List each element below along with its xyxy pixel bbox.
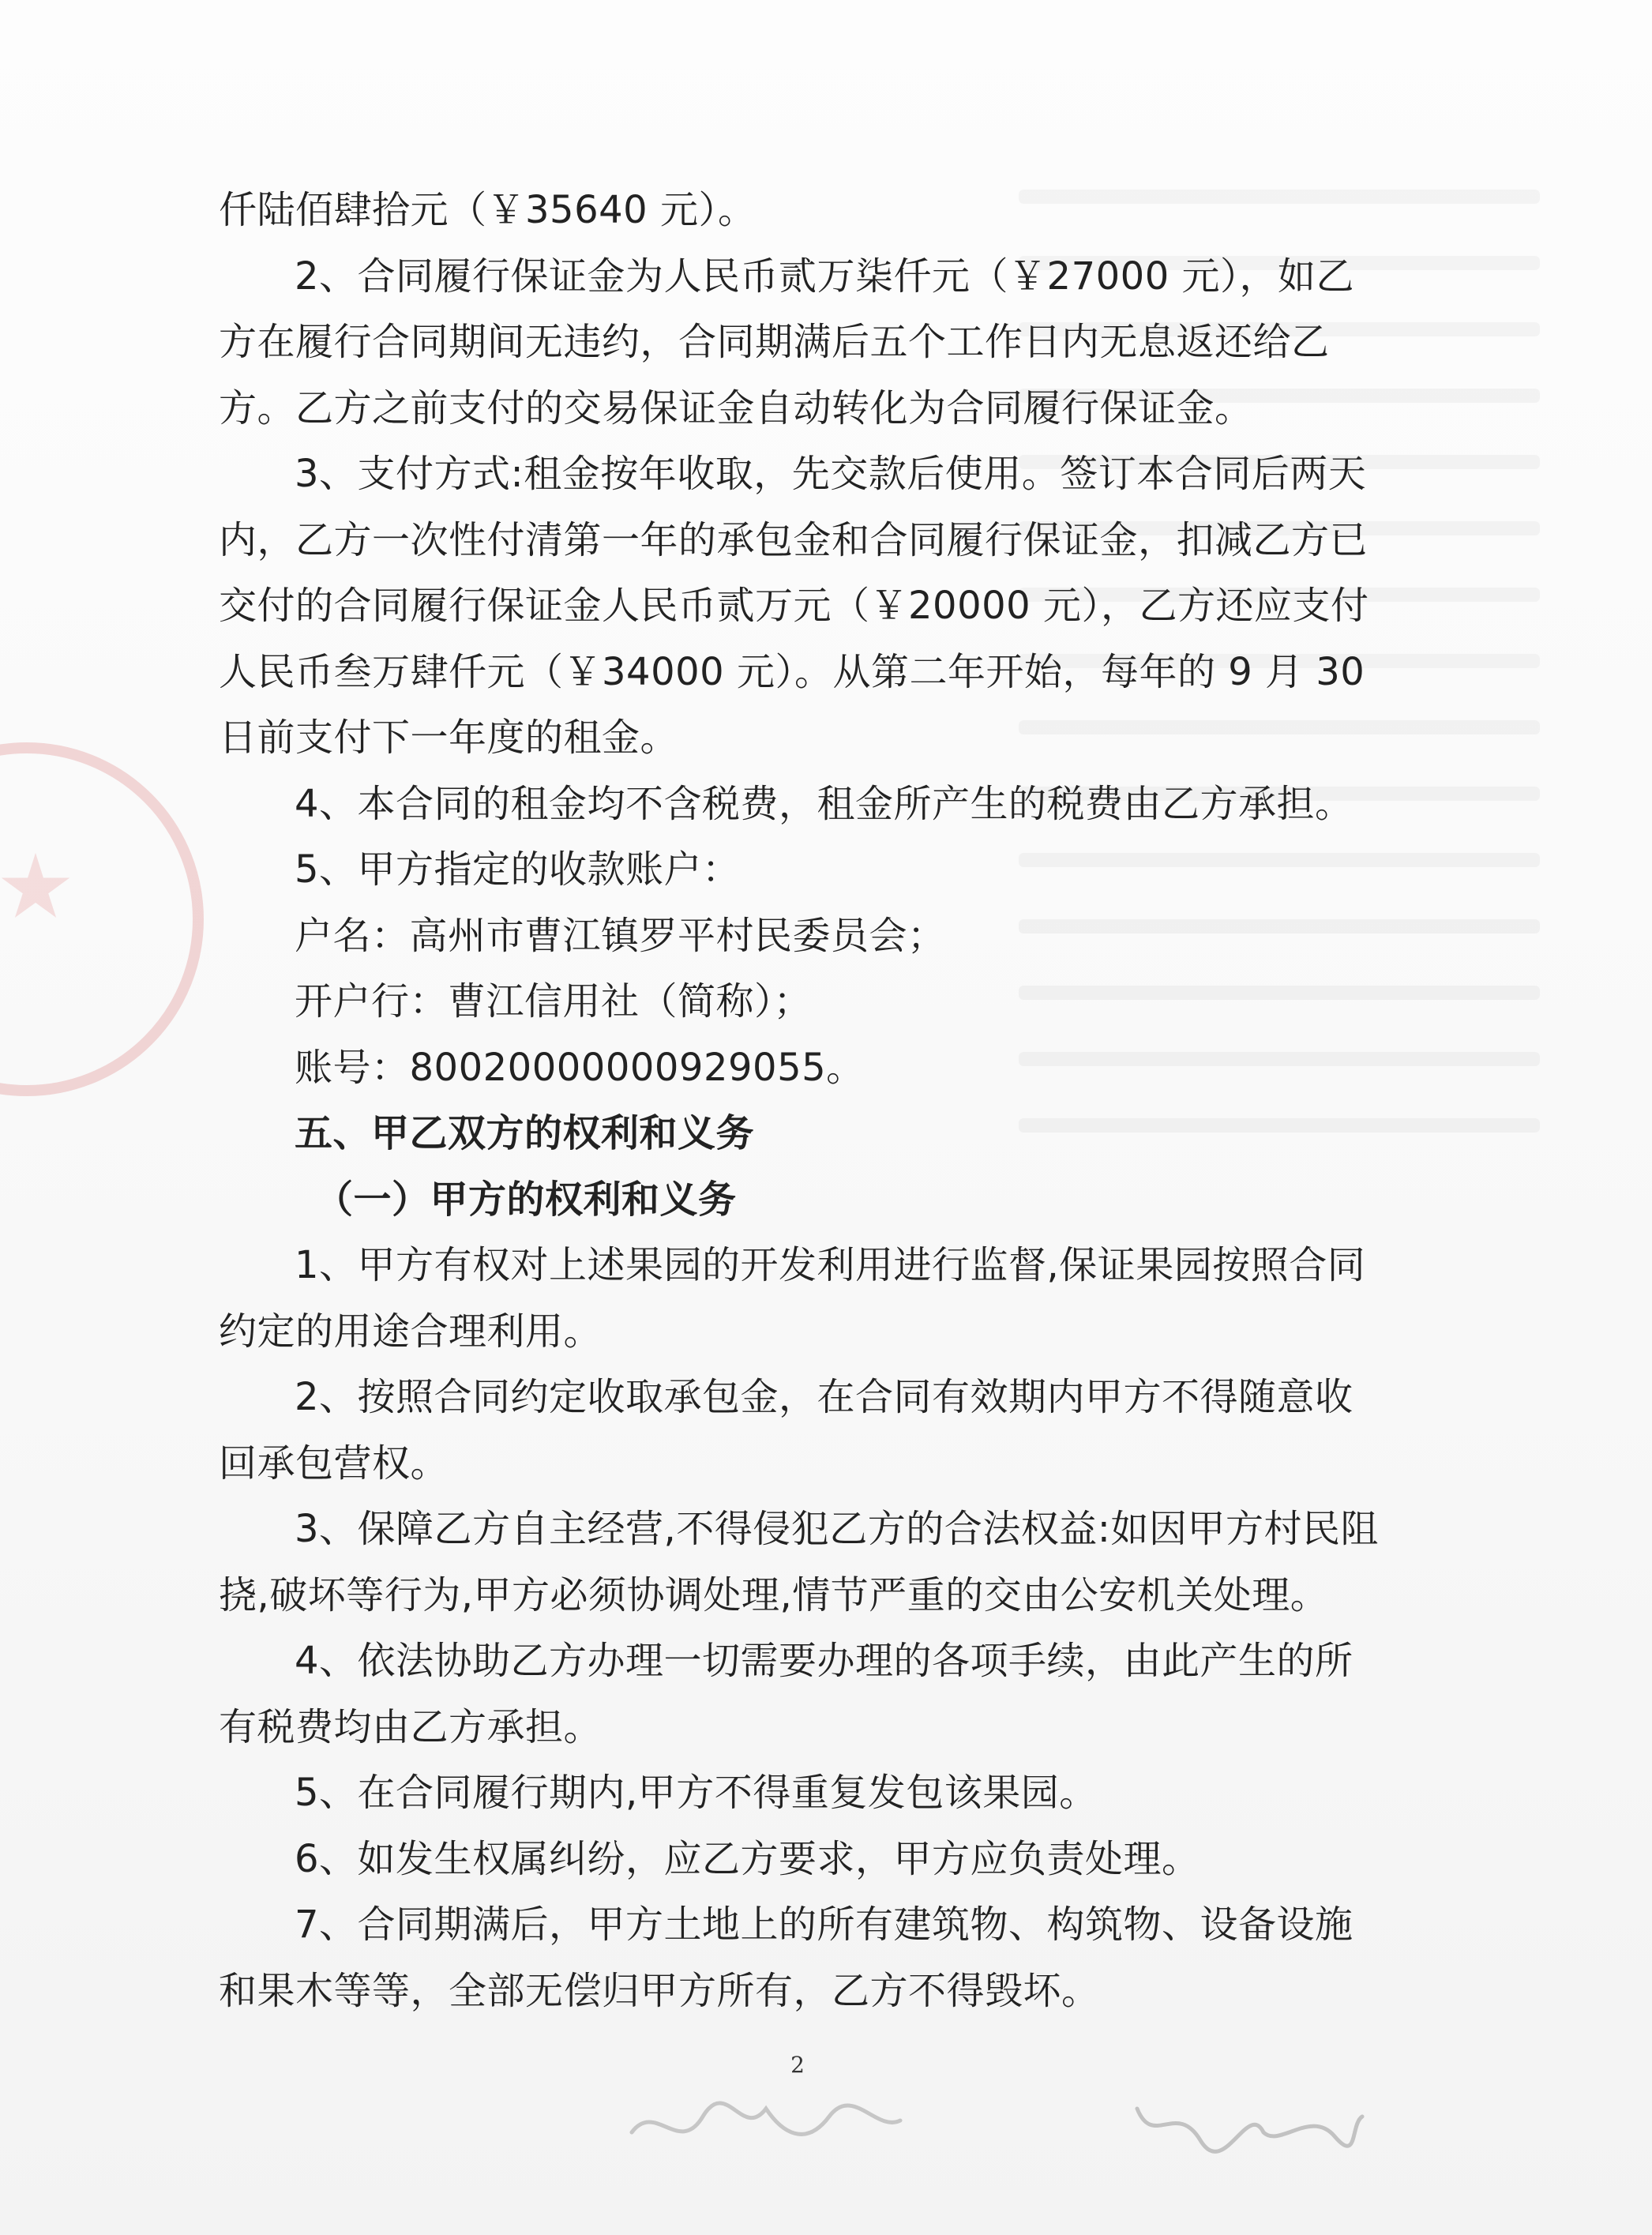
text-line: 日前支付下一年度的租金。	[219, 716, 679, 760]
text-line: 人民币叁万肆仟元（￥34000 元）。从第二年开始，每年的 9 月 30	[219, 649, 1365, 694]
text-line: 2、按照合同约定收取承包金，在合同有效期内甲方不得随意收	[295, 1375, 1354, 1419]
text-line: 方。乙方之前支付的交易保证金自动转化为合同履行保证金。	[219, 385, 1253, 430]
text-line: 开户行：曹江信用社（简称）；	[295, 979, 813, 1024]
document-body	[219, 178, 1380, 2024]
text-line: 方在履行合同期间无违约，合同期满后五个工作日内无息返还给乙	[219, 320, 1330, 364]
text-line: 交付的合同履行保证金人民币贰万元（￥20000 元），乙方还应支付	[219, 584, 1369, 628]
text-line: 5、甲方指定的收款账户：	[295, 847, 741, 892]
text-line: 挠,破坏等行为,甲方必须协调处理,情节严重的交由公安机关处理。	[219, 1572, 1329, 1617]
text-line: 内，乙方一次性付清第一年的承包金和合同履行保证金，扣减乙方已	[219, 517, 1369, 562]
text-line: 户名：高州市曹江镇罗平村民委员会；	[295, 913, 946, 958]
text-line: 6、如发生权属纠纷，应乙方要求，甲方应负责处理。	[295, 1836, 1200, 1881]
text-line: 约定的用途合理利用。	[219, 1309, 603, 1354]
text-line: 3、保障乙方自主经营,不得侵犯乙方的合法权益:如因甲方村民阻	[295, 1507, 1379, 1551]
text-line: 回承包营权。	[219, 1441, 449, 1486]
handwritten-signature	[624, 2085, 908, 2164]
text-line: 和果木等等，全部无偿归甲方所有，乙方不得毁坏。	[219, 1968, 1100, 2013]
handwritten-signature-2	[1129, 2085, 1366, 2164]
text-line: 3、支付方式:租金按年收取，先交款后使用。签订本合同后两天	[295, 452, 1367, 496]
text-line: 1、甲方有权对上述果园的开发利用进行监督,保证果园按照合同	[295, 1243, 1366, 1287]
text-line: 4、依法协助乙方办理一切需要办理的各项手续，由此产生的所	[295, 1639, 1354, 1683]
page-number: 2	[790, 2052, 805, 2078]
subsection-heading: （一）甲方的权利和义务	[315, 1177, 737, 1222]
text-line: 有税费均由乙方承担。	[219, 1704, 603, 1749]
text-line: 4、本合同的租金均不含税费，租金所产生的税费由乙方承担。	[295, 781, 1354, 826]
red-seal-stamp	[0, 742, 204, 1096]
text-line: 账号：80020000000929055。	[295, 1045, 865, 1090]
text-line: 7、合同期满后，甲方土地上的所有建筑物、构筑物、设备设施	[295, 1903, 1354, 1947]
text-line: 仟陆佰肆拾元（￥35640 元）。	[219, 188, 757, 232]
text-line: 2、合同履行保证金为人民币贰万柒仟元（￥27000 元），如乙	[295, 254, 1354, 299]
section-heading: 五、甲乙双方的权利和义务	[295, 1111, 755, 1155]
text-line: 5、在合同履行期内,甲方不得重复发包该果园。	[295, 1771, 1098, 1815]
